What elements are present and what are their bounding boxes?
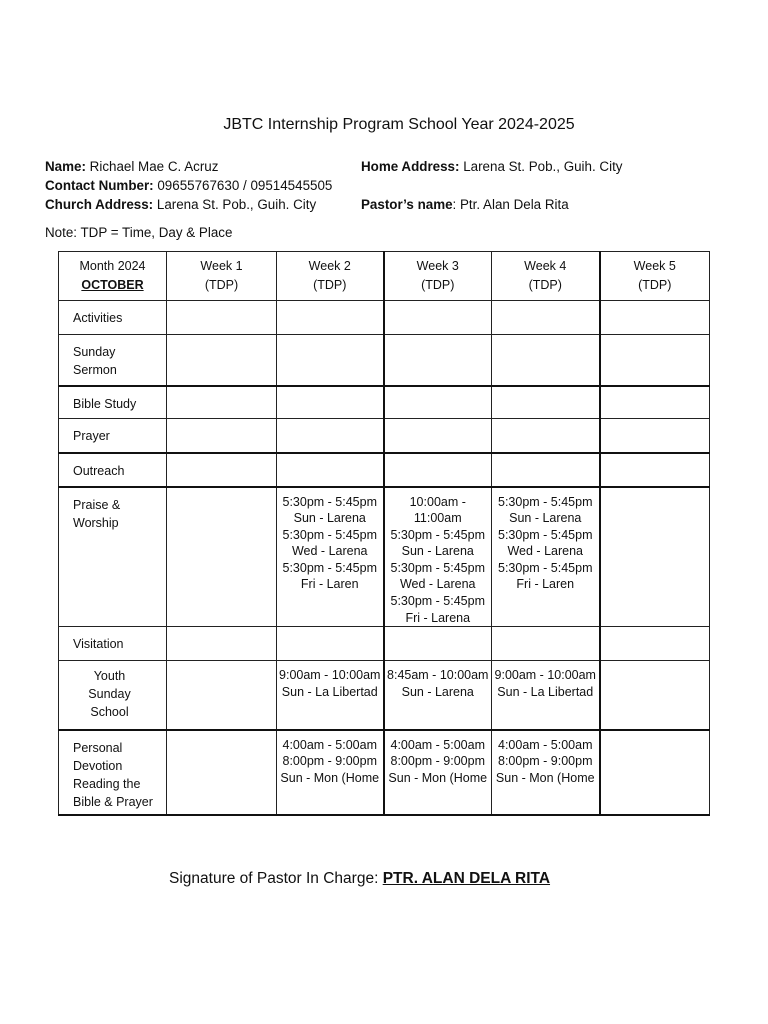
church-line xyxy=(45,195,332,214)
info-right-column xyxy=(361,157,623,214)
schedule-table xyxy=(58,251,710,816)
schedule-cell xyxy=(277,335,384,386)
schedule-entry: Sun - Mon (Home xyxy=(388,770,488,785)
schedule-entry: Sun - Mon (Home xyxy=(280,770,380,785)
schedule-cell xyxy=(384,301,492,335)
schedule-entry: 5:30pm - 5:45pm xyxy=(282,527,377,542)
schedule-entry: 5:30pm - 5:45pm xyxy=(498,494,593,509)
week-sub-label: (TDP) xyxy=(313,278,347,292)
info-left-column xyxy=(45,157,332,214)
row-label-line: Reading the xyxy=(73,776,141,791)
schedule-cell xyxy=(384,661,492,730)
schedule-cell xyxy=(600,661,710,730)
table-row xyxy=(59,487,710,627)
row-label-cell xyxy=(59,453,167,487)
schedule-cell xyxy=(384,730,492,815)
schedule-cell xyxy=(167,419,277,453)
schedule-entry: 4:00am - 5:00am xyxy=(282,737,377,752)
schedule-entry: Sun - Larena xyxy=(401,544,474,559)
schedule-cell xyxy=(167,386,277,419)
signature-label: Signature of Pastor In Charge: xyxy=(169,870,379,887)
row-label-line: Prayer xyxy=(73,429,110,443)
schedule-entry: 5:30pm - 5:45pm xyxy=(498,560,593,575)
schedule-cell xyxy=(384,627,492,661)
signature-line xyxy=(169,870,550,888)
schedule-cell xyxy=(600,627,710,661)
schedule-cell xyxy=(600,487,710,627)
schedule-cell xyxy=(277,661,384,730)
schedule-entry: 5:30pm - 5:45pm xyxy=(390,594,485,609)
week-label: Week 2 xyxy=(308,259,351,273)
schedule-entry: Sun - Mon (Home xyxy=(495,770,595,785)
month-year-label: Month 2024 xyxy=(79,259,146,273)
week-header-cell xyxy=(277,252,384,301)
row-label-line: Sermon xyxy=(73,363,117,377)
table-row xyxy=(59,730,710,815)
week-header-cell xyxy=(384,252,492,301)
schedule-entry: Fri - Laren xyxy=(516,577,575,592)
row-label-cell xyxy=(59,487,167,627)
document-title: JBTC Internship Program School Year 2024-2025 xyxy=(223,116,575,133)
schedule-cell xyxy=(600,453,710,487)
schedule-cell xyxy=(277,627,384,661)
schedule-cell xyxy=(167,335,277,386)
row-label-cell xyxy=(59,335,167,386)
week-header-cell xyxy=(167,252,277,301)
schedule-entry: Sun - Larena xyxy=(401,684,474,699)
schedule-entry: Wed - Larena xyxy=(291,544,368,559)
row-label-line: Outreach xyxy=(73,463,125,478)
table-row xyxy=(59,627,710,661)
week-sub-label: (TDP) xyxy=(638,278,672,292)
contact-line xyxy=(45,176,332,195)
week-label: Week 5 xyxy=(633,259,676,273)
schedule-cell xyxy=(277,453,384,487)
pastor-value: : Ptr. Alan Dela Rita xyxy=(452,197,569,212)
schedule-cell xyxy=(167,453,277,487)
schedule-cell xyxy=(600,386,710,419)
row-label-line: Devotion xyxy=(73,758,123,773)
row-label-cell xyxy=(59,627,167,661)
table-row xyxy=(59,335,710,386)
schedule-entry: 5:30pm - 5:45pm xyxy=(282,560,377,575)
pastor-label: Pastor’s name xyxy=(361,197,453,212)
row-label-line: Bible Study xyxy=(73,396,137,411)
week-sub-label: (TDP) xyxy=(528,278,562,292)
schedule-cell xyxy=(492,386,600,419)
tdp-note: Note: TDP = Time, Day & Place xyxy=(45,225,233,240)
schedule-entry: 8:45am - 10:00am xyxy=(387,668,489,683)
church-label: Church Address: xyxy=(45,197,154,212)
schedule-cell xyxy=(277,386,384,419)
row-label-cell xyxy=(59,301,167,335)
home-line xyxy=(361,157,623,176)
schedule-entry: Fri - Laren xyxy=(300,577,359,592)
schedule-entry: Sun - Larena xyxy=(293,511,366,526)
row-label-line: Sunday xyxy=(73,345,116,359)
schedule-cell xyxy=(600,730,710,815)
schedule-entry: 8:00pm - 9:00pm xyxy=(282,754,377,769)
schedule-cell xyxy=(167,730,277,815)
schedule-cell xyxy=(167,487,277,627)
schedule-cell xyxy=(167,301,277,335)
schedule-entry: 5:30pm - 5:45pm xyxy=(498,527,593,542)
schedule-entry: Sun - La Libertad xyxy=(497,684,594,699)
table-header-row xyxy=(59,252,710,301)
schedule-cell xyxy=(492,661,600,730)
home-value: Larena St. Pob., Guih. City xyxy=(463,159,623,174)
schedule-cell xyxy=(492,487,600,627)
pastor-signature-name: PTR. ALAN DELA RITA xyxy=(382,870,551,887)
name-value: Richael Mae C. Acruz xyxy=(89,159,219,174)
week-header-cell xyxy=(492,252,600,301)
month-header-cell xyxy=(59,252,167,301)
schedule-entry: 5:30pm - 5:45pm xyxy=(282,494,377,509)
schedule-entry: Wed - Larena xyxy=(507,544,583,559)
row-label-cell xyxy=(59,386,167,419)
table-row xyxy=(59,301,710,335)
row-label-line: Sunday xyxy=(88,687,131,702)
schedule-entry: 4:00am - 5:00am xyxy=(390,737,485,752)
week-sub-label: (TDP) xyxy=(421,278,455,292)
week-label: Week 3 xyxy=(416,259,459,273)
table-row xyxy=(59,419,710,453)
row-label-line: Personal xyxy=(73,740,123,755)
pastor-line xyxy=(361,195,623,214)
week-header-cell xyxy=(600,252,710,301)
schedule-entry: 9:00am - 10:00am xyxy=(279,668,381,683)
row-label-line: School xyxy=(90,705,129,720)
schedule-cell xyxy=(167,627,277,661)
schedule-entry: Fri - Larena xyxy=(405,610,471,625)
schedule-cell xyxy=(277,301,384,335)
schedule-cell xyxy=(384,386,492,419)
row-label-line: Praise & xyxy=(73,497,121,512)
schedule-cell xyxy=(384,335,492,386)
row-label-line: Youth xyxy=(93,669,126,684)
row-label-line: Bible & Prayer xyxy=(73,794,153,809)
week-label: Week 1 xyxy=(200,259,243,273)
schedule-cell xyxy=(384,453,492,487)
table-row xyxy=(59,453,710,487)
table-row xyxy=(59,661,710,730)
schedule-entry: 8:00pm - 9:00pm xyxy=(498,754,593,769)
schedule-cell xyxy=(492,730,600,815)
schedule-cell xyxy=(277,487,384,627)
table-row xyxy=(59,386,710,419)
home-label: Home Address: xyxy=(361,159,460,174)
schedule-entry: 5:30pm - 5:45pm xyxy=(390,527,485,542)
schedule-cell xyxy=(167,661,277,730)
contact-value: 09655767630 / 09514545505 xyxy=(157,178,333,193)
schedule-cell xyxy=(277,730,384,815)
name-label: Name: xyxy=(45,159,86,174)
row-label-line: Visitation xyxy=(73,637,124,652)
row-label-cell xyxy=(59,661,167,730)
schedule-entry: 10:00am - 11:00am xyxy=(409,494,466,526)
schedule-cell xyxy=(492,335,600,386)
schedule-cell xyxy=(600,335,710,386)
schedule-entry: 9:00am - 10:00am xyxy=(494,668,596,683)
name-line xyxy=(45,157,332,176)
schedule-cell xyxy=(492,453,600,487)
schedule-entry: 5:30pm - 5:45pm xyxy=(390,560,485,575)
schedule-cell xyxy=(384,419,492,453)
schedule-entry: Wed - Larena xyxy=(399,577,476,592)
week-sub-label: (TDP) xyxy=(204,278,239,292)
schedule-cell xyxy=(492,301,600,335)
row-label-line: Activities xyxy=(73,311,123,325)
schedule-entry: 8:00pm - 9:00pm xyxy=(390,754,485,769)
row-label-cell xyxy=(59,730,167,815)
schedule-cell xyxy=(492,627,600,661)
schedule-entry: 4:00am - 5:00am xyxy=(498,737,593,752)
schedule-cell xyxy=(384,487,492,627)
schedule-entry: Sun - La Libertad xyxy=(281,684,378,699)
week-label: Week 4 xyxy=(524,259,567,273)
schedule-entry: Sun - Larena xyxy=(509,511,582,526)
schedule-cell xyxy=(600,301,710,335)
schedule-cell xyxy=(600,419,710,453)
schedule-cell xyxy=(492,419,600,453)
row-label-line: Worship xyxy=(73,515,119,530)
row-label-cell xyxy=(59,419,167,453)
schedule-cell xyxy=(277,419,384,453)
church-value: Larena St. Pob., Guih. City xyxy=(156,197,317,212)
contact-label: Contact Number: xyxy=(45,178,154,193)
month-name-label: OCTOBER xyxy=(81,278,144,292)
